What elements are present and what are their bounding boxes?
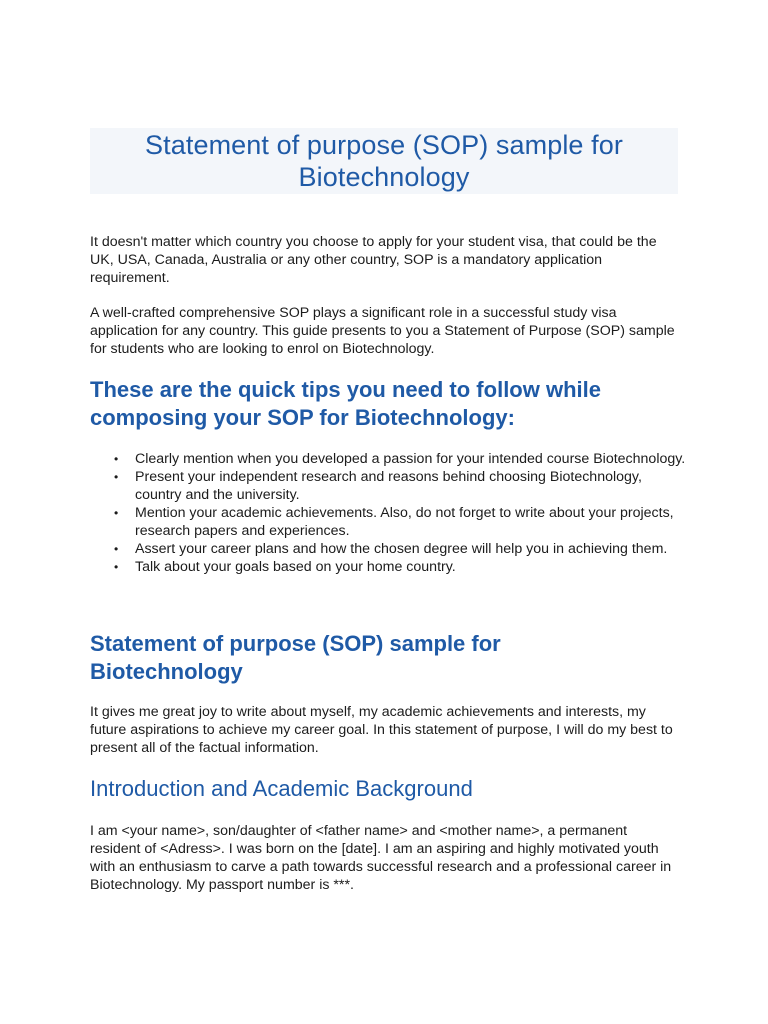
bullet-icon: • <box>114 506 119 520</box>
bullet-icon: • <box>114 560 119 574</box>
list-item: • Mention your academic achievements. Also, do not forget to write about your projects, research papers and experiences. <box>114 505 674 539</box>
tips-list <box>90 450 690 576</box>
bullet-icon: • <box>114 542 119 556</box>
list-item: • Present your independent research and reasons behind choosing Biotechnology, country and the university. <box>114 469 642 503</box>
title-banner <box>90 128 678 194</box>
document-title: Statement of purpose (SOP) sample for Biotechnology <box>145 130 623 192</box>
bullet-icon: • <box>114 470 119 484</box>
section-paragraph: I am <your name>, son/daughter of <father name> and <mother name>, a permanent resident of <Adress>. I was born on the [date]. I am an aspiring and highly motivated youth with an enthusiasm to carve a path towards successful research and a professional career in Biotechnology. My passport number is ***. <box>90 823 672 893</box>
sample-heading: Statement of purpose (SOP) sample for Biotechnology <box>90 631 501 684</box>
tips-heading: These are the quick tips you need to follow while composing your SOP for Biotechnology: <box>90 377 601 430</box>
intro-paragraph-2: A well-crafted comprehensive SOP plays a significant role in a successful study visa application for any country. This guide presents to you a Statement of Purpose (SOP) sample for students who are looking to enrol on Biotechnology. <box>90 305 675 357</box>
bullet-icon: • <box>114 452 119 466</box>
section-heading: Introduction and Academic Background <box>90 776 473 801</box>
list-item: • Assert your career plans and how the chosen degree will help you in achieving them. <box>114 541 668 557</box>
list-item: • Talk about your goals based on your home country. <box>114 559 456 575</box>
list-item: • Clearly mention when you developed a passion for your intended course Biotechnology. <box>114 451 686 467</box>
intro-paragraph-1: It doesn't matter which country you choose to apply for your student visa, that could be the UK, USA, Canada, Australia or any other country, SOP is a mandatory application requirement. <box>90 234 657 286</box>
sample-intro-paragraph: It gives me great joy to write about myself, my academic achievements and interests, my future aspirations to achieve my career goal. In this statement of purpose, I will do my best to present all of the factual information. <box>90 704 673 756</box>
